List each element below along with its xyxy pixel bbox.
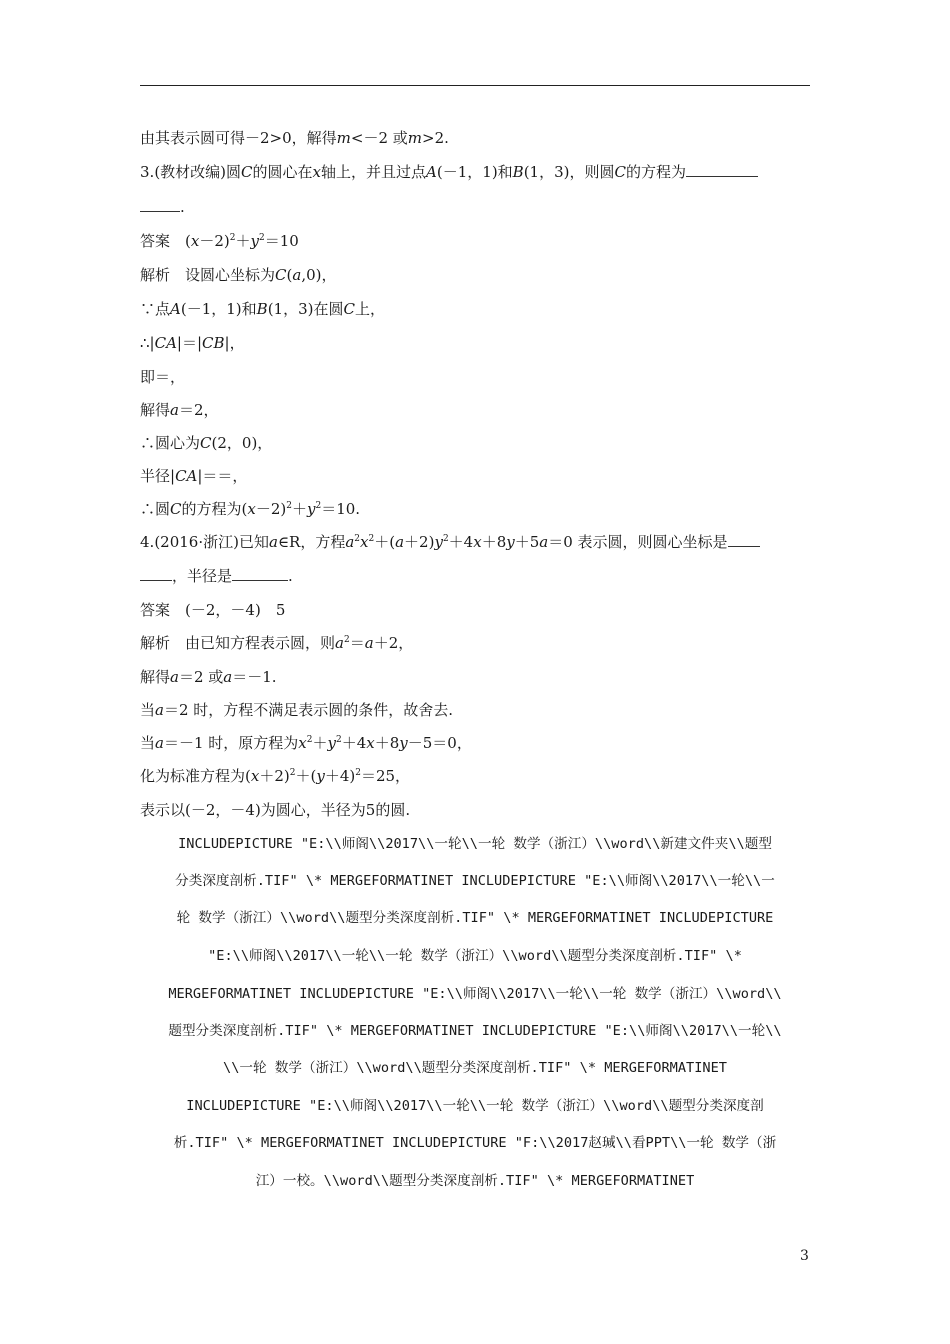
- field-code-line: \\一轮 数学（浙江）\\word\\题型分类深度剖析.TIF" \* MERGEFORMATINET: [223, 1060, 727, 1076]
- solution-3-line-7: 半径|CA|＝＝，: [140, 467, 248, 485]
- solution-3-line-6: ∴圆心为C(2，0)，: [140, 434, 273, 452]
- field-code-line: MERGEFORMATINET INCLUDEPICTURE "E:\\师阁\\2017\\一轮\\一轮 数学（浙江）\\word\\: [168, 986, 782, 1002]
- solution-4-line-3: 当a＝2 时，方程不满足表示圆的条件，故舍去.: [140, 701, 454, 719]
- solution-4-line-1: 解析 由已知方程表示圆，则$a^2=a+2$，: [140, 634, 414, 652]
- answer-blank: [140, 197, 180, 212]
- header-rule: [140, 85, 810, 86]
- solution-4-line-6: 表示以(－2，－4)为圆心，半径为5的圆.: [140, 801, 411, 819]
- prev-solution-tail: 由其表示圆可得－2>0，解得m<－2 或m>2.: [140, 129, 449, 147]
- question-4-cont: ，半径是 .: [140, 566, 810, 586]
- field-code-line: 轮 数学（浙江）\\word\\题型分类深度剖析.TIF" \* MERGEFORMATINET INCLUDEPICTURE: [176, 910, 774, 926]
- answer-3: 答案 $(x-2)^2+y^2=10$: [140, 232, 299, 250]
- answer-blank: [686, 162, 758, 177]
- solution-3-line-4: 即＝，: [140, 368, 186, 386]
- field-code-line: 分类深度剖析.TIF" \* MERGEFORMATINET INCLUDEPICTURE "E:\\师阁\\2017\\一轮\\一: [175, 873, 775, 889]
- field-code-line: INCLUDEPICTURE "E:\\师阁\\2017\\一轮\\一轮 数学（浙江）\\word\\题型分类深度剖: [186, 1098, 764, 1114]
- field-code-line: 析.TIF" \* MERGEFORMATINET INCLUDEPICTURE "F:\\2017赵瑊\\看PPT\\一轮 数学（浙: [173, 1135, 777, 1151]
- solution-3-line-1: 解析 设圆心坐标为C(a,0)，: [140, 266, 337, 284]
- solution-4-line-4: 当a＝－1 时，原方程为$x^2+y^2+4x+8y-5=0$，: [140, 734, 472, 752]
- field-code-line: "E:\\师阁\\2017\\一轮\\一轮 数学（浙江）\\word\\题型分类深度剖析.TIF" \*: [208, 948, 742, 964]
- field-code-line: 江）一校。\\word\\题型分类深度剖析.TIF" \* MERGEFORMATINET: [255, 1173, 695, 1189]
- page-number: 3: [800, 1248, 809, 1264]
- answer-blank: [232, 566, 288, 581]
- field-code-line: INCLUDEPICTURE "E:\\师阁\\2017\\一轮\\一轮 数学（浙江）\\word\\新建文件夹\\题型: [178, 836, 772, 852]
- question-4: 4.(2016·浙江)已知a∈R，方程$a^2x^2+(a+2)y^2+4x+8y+5a=0$ 表示圆，则圆心坐标是: [140, 532, 810, 555]
- answer-4: 答案 (－2，－4) 5: [140, 601, 286, 619]
- solution-4-line-2: 解得a＝2 或a＝－1.: [140, 668, 277, 686]
- solution-3-line-5: 解得a＝2，: [140, 401, 219, 419]
- solution-3-line-2: ∵点A(－1，1)和B(1，3)在圆C上，: [140, 300, 385, 318]
- solution-3-line-8: ∴圆C的方程为$(x-2)^2+y^2=10$.: [140, 500, 361, 518]
- answer-blank: [140, 566, 172, 581]
- question-3-cont: .: [140, 197, 810, 217]
- solution-4-line-5: 化为标准方程为$(x+2)^2+(y+4)^2=25$，: [140, 767, 411, 785]
- solution-3-line-3: ∴|CA|＝|CB|，: [140, 334, 245, 352]
- question-3: 3.(教材改编)圆C的圆心在x轴上，并且过点A(－1，1)和B(1，3)，则圆C的方程为: [140, 162, 810, 182]
- field-code-line: 题型分类深度剖析.TIF" \* MERGEFORMATINET INCLUDEPICTURE "E:\\师阁\\2017\\一轮\\: [168, 1023, 782, 1039]
- answer-blank: [728, 532, 760, 547]
